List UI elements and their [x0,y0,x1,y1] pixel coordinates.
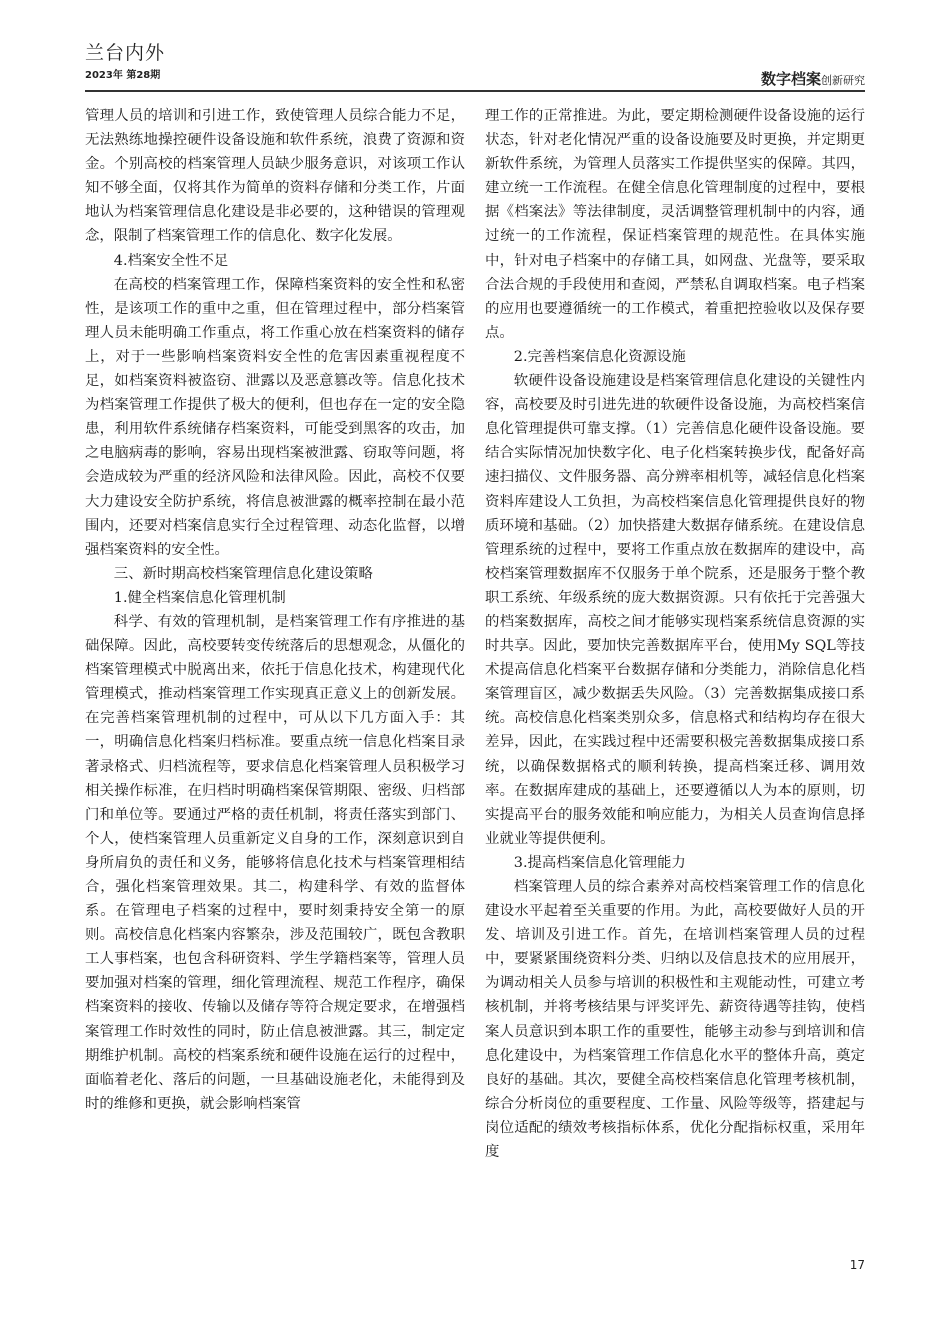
issue-label: 2023年 第28期 [85,70,161,81]
section-heading: 2.完善档案信息化资源设施 [513,348,686,365]
section-brand [761,68,865,89]
page-header [85,0,865,92]
paragraph: 在高校的档案管理工作，保障档案资料的安全性和私密性，是该项工作的重中之重，但在管理过程中，部分档案管理人员未能明确工作重点，将工作重心放在档案资料的储存上，对于一些影响档案资料安全性的危害因素重视程度不足，如档案资料被盗窃、泄露以及恶意篡改等。信息化技术为档案管理工作提供了极大的便利，但也存在一定的安全隐患，利用软件系统储存档案资料，可能受到黑客的攻击，加之电脑病毒的影响，容易出现档案被泄露、窃取等问题，将会造成较为严重的经济风险和法律风险。因此，高校不仅要大力建设安全防护系统，将信息被泄露的概率控制在最小范围内，还要对档案信息实行全过程管理、动态化监督，以增强档案资料的安全性。 [85,276,465,558]
right-column [485,104,865,1164]
brand-main: 数字档案 [760,70,821,88]
section-heading: 三、新时期高校档案管理信息化建设策略 [113,565,373,582]
header-divider [85,90,865,92]
section-heading: 1.健全档案信息化管理机制 [113,589,286,606]
paragraph: 科学、有效的管理机制，是档案管理工作有序推进的基础保障。因此，高校要转变传统落后的思想观念，从僵化的档案管理模式中脱离出来，依托于信息化技术，构建现代化管理模式，推动档案管理工作实现真正意义上的创新发展。在完善档案管理机制的过程中，可从以下几方面入手：其一，明确信息化档案归档标准。要重点统一信息化档案目录著录格式、归档流程等，要求信息化档案管理人员积极学习相关操作标准，在归档时明确档案保管期限、密级、归档部门和单位等。要通过严格的责任机制，将责任落实到部门、个人，使档案管理人员重新定义自身的工作，深刻意识到自身所肩负的责任和义务，能够将信息化技术与档案管理相结合，强化档案管理效果。其二，构建科学、有效的监督体系。在管理电子档案的过程中，要时刻秉持安全第一的原则。高校信息化档案内容繁杂，涉及范围较广，既包含教职工人事档案，也包含科研资料、学生学籍档案等，管理人员要加强对档案的管理，细化管理流程、规范工作程序，确保档案资料的接收、传输以及储存等符合规定要求，在增强档案管理工作时效性的同时，防止信息被泄露。其三，制定定期维护机制。高校的档案系统和硬件设施在运行的过程中，面临着老化、落后的问题，一旦基础设施老化，未能得到及时的维修和更换，就会影响档案管 [85,613,465,1112]
paragraph: 软硬件设备设施建设是档案管理信息化建设的关键性内容，高校要及时引进先进的软硬件设备设施，为高校档案信息化管理提供可靠支撑。（1）完善信息化硬件设备设施。要结合实际情况加快数字化、电子化档案转换步伐，配备好高速扫描仪、文件服务器、高分辨率相机等，减轻信息化档案资料库建设人工负担，为高校档案信息化管理提供良好的物质环境和基础。（2）加快搭建大数据存储系统。在建设信息管理系统的过程中，要将工作重点放在数据库的建设中，高校档案管理数据库不仅服务于单个院系，还是服务于整个教职工系统、年级系统的庞大数据资源。只有依托于完善强大的档案数据库，高校之间才能够实现档案系统信息资源的实时共享。因此，要加快完善数据库平台，使用My SQL等技术提高信息化档案平台数据存储和分类能力，消除信息化档案管理盲区，减少数据丢失风险。（3）完善数据集成接口系统。高校信息化档案类别众多，信息格式和结构均存在很大差异，因此，在实践过程中还需要积极完善数据集成接口系统，以确保数据格式的顺利转换，提高档案迁移、调用效率。在数据库建成的基础上，还要遵循以人为本的原则，切实提高平台的服务效能和响应能力，为相关人员查询信息择业就业等提供便利。 [485,373,865,847]
paragraph: 管理人员的培训和引进工作，致使管理人员综合能力不足，无法熟练地操控硬件设备设施和软件系统，浪费了资源和资金。个别高校的档案管理人员缺少服务意识，对该项工作认知不够全面，仅将其作为简单的资料存储和分类工作，片面地认为档案管理信息化建设是非必要的，这种错误的管理观念，限制了档案管理工作的信息化、数字化发展。 [85,108,465,245]
paragraph: 理工作的正常推进。为此，要定期检测硬件设备设施的运行状态，针对老化情况严重的设备设施要及时更换，并定期更新软件系统，为管理人员落实工作提供坚实的保障。其四，建立统一工作流程。在健全信息化管理制度的过程中，要根据《档案法》等法律制度，灵活调整管理机制中的内容，通过统一的工作流程，保证档案管理的规范性。在具体实施中，针对电子档案中的存储工具，如网盘、光盘等，要采取合法合规的手段使用和查阅，严禁私自调取档案。电子档案的应用也要遵循统一的工作模式，着重把控验收以及保存要点。 [485,108,865,341]
journal-name: 兰台内外 [85,42,166,64]
paragraph: 档案管理人员的综合素养对高校档案管理工作的信息化建设水平起着至关重要的作用。为此，高校要做好人员的开发、培训及引进工作。首先，在培训档案管理人员的过程中，要紧紧围绕资料分类、归纳以及信息技术的应用展开，为调动相关人员参与培训的积极性和主观能动性，可建立考核机制，并将考核结果与评奖评先、薪资待遇等挂钩，使档案人员意识到本职工作的重要性，能够主动参与到培训和信息化建设中，为档案管理工作信息化水平的整体升高，奠定良好的基础。其次，要健全高校档案信息化管理考核机制，综合分析岗位的重要程度、工作量、风险等级等，搭建起与岗位适配的绩效考核指标体系，优化分配指标权重，采用年度 [485,879,865,1161]
page-number: 17 [849,1258,865,1272]
brand-sub: 创新研究 [821,74,865,87]
left-column [85,104,465,1116]
section-heading: 4.档案安全性不足 [113,252,229,269]
section-heading: 3.提高档案信息化管理能力 [513,854,686,871]
